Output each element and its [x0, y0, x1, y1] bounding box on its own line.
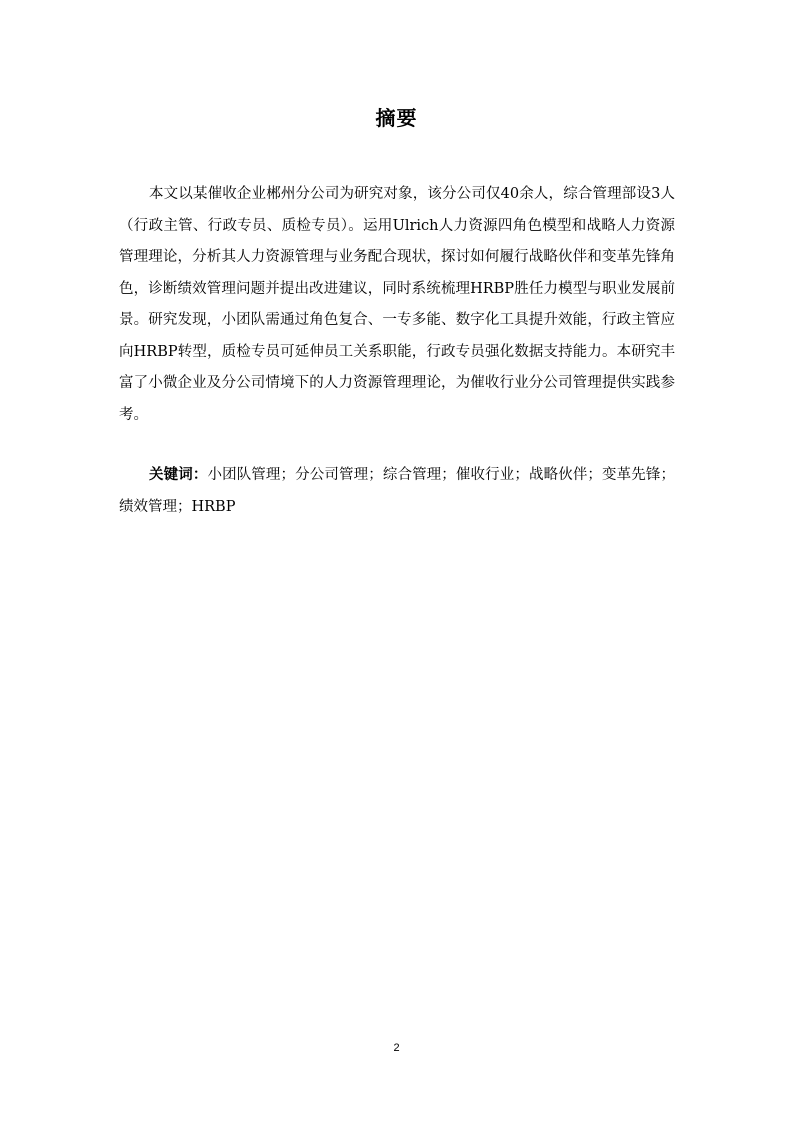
page-number: 2: [393, 1042, 400, 1054]
keywords-paragraph: [119, 460, 675, 523]
abstract-paragraph: 本文以某催收企业郴州分公司为研究对象，该分公司仅40余人，综合管理部设3人（行政主管、行政专员、质检专员）。运用Ulrich人力资源四角色模型和战略人力资源管理理论，分析其人力资源管理与业务配合现状，探讨如何履行战略伙伴和变革先锋角色，诊断绩效管理问题并提出改进建议，同时系统梳理HRBP胜任力模型与职业发展前景。研究发现，小团队需通过角色复合、一专多能、数字化工具提升效能，行政主管应向HRBP转型，质检专员可延伸员工关系职能，行政专员强化数据支持能力。本研究丰富了小微企业及分公司情境下的人力资源管理理论，为催收行业分公司管理提供实践参考。: [119, 186, 675, 423]
page-title: 摘要: [375, 106, 418, 130]
keywords-label: 关键词：: [149, 467, 208, 483]
keywords-text: 小团队管理；分公司管理；综合管理；催收行业；战略伙伴；变革先锋；绩效管理；HRBP: [119, 467, 676, 515]
